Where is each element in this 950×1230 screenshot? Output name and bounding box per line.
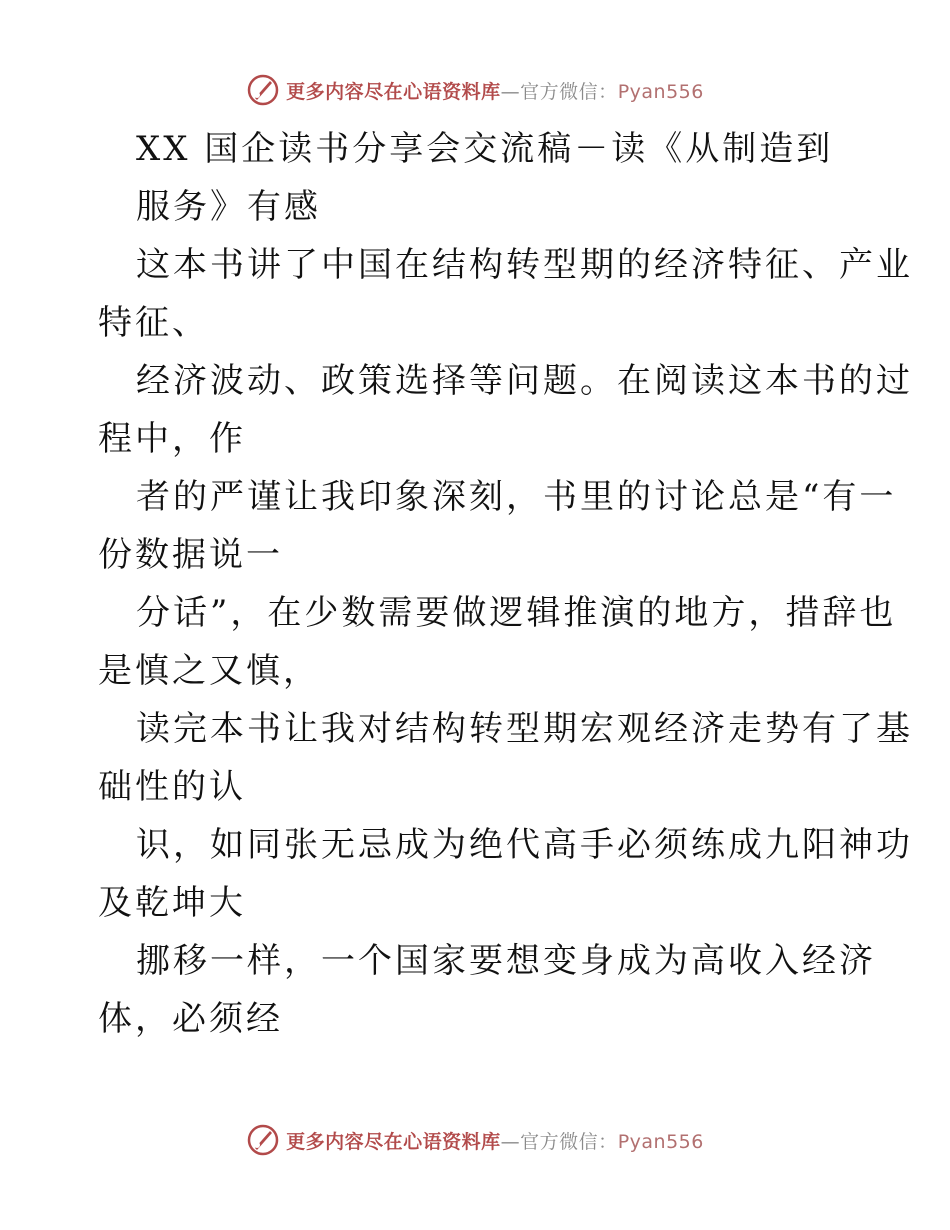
- text-line: 服务》有感: [136, 187, 321, 227]
- quill-logo-icon: [246, 1123, 280, 1157]
- text-line: 者的严谨让我印象深刻，书里的讨论总是“有一: [136, 477, 897, 517]
- text-line: 础性的认: [98, 767, 246, 807]
- text-line: 是慎之又慎，: [98, 651, 320, 691]
- quill-logo-icon: [246, 73, 280, 107]
- text-line: 这本书讲了中国在结构转型期的经济特征、产业: [136, 245, 913, 285]
- text-line: 份数据说一: [98, 535, 283, 575]
- text-line: 及乾坤大: [98, 883, 246, 923]
- text-line: 读完本书让我对结构转型期宏观经济走势有了基: [136, 709, 913, 749]
- text-line: 识，如同张无忌成为绝代高手必须练成九阳神功: [136, 825, 913, 865]
- text-line: XX 国企读书分享会交流稿－读《从制造到: [136, 129, 834, 169]
- header-banner: [0, 70, 950, 110]
- document-body: [98, 120, 913, 1048]
- footer-banner: [0, 1120, 950, 1160]
- banner-text: 更多内容尽在心语资料库—官方微信：Pyan556: [286, 80, 704, 103]
- text-line: 经济波动、政策选择等问题。在阅读这本书的过: [136, 361, 913, 401]
- text-line: 体，必须经: [98, 999, 283, 1039]
- text-line: 分话”，在少数需要做逻辑推演的地方，措辞也: [136, 593, 897, 633]
- text-line: 特征、: [98, 303, 209, 343]
- text-line: 挪移一样，一个国家要想变身成为高收入经济: [136, 941, 876, 981]
- banner-text: 更多内容尽在心语资料库—官方微信：Pyan556: [286, 1130, 704, 1153]
- text-line: 程中，作: [98, 419, 246, 459]
